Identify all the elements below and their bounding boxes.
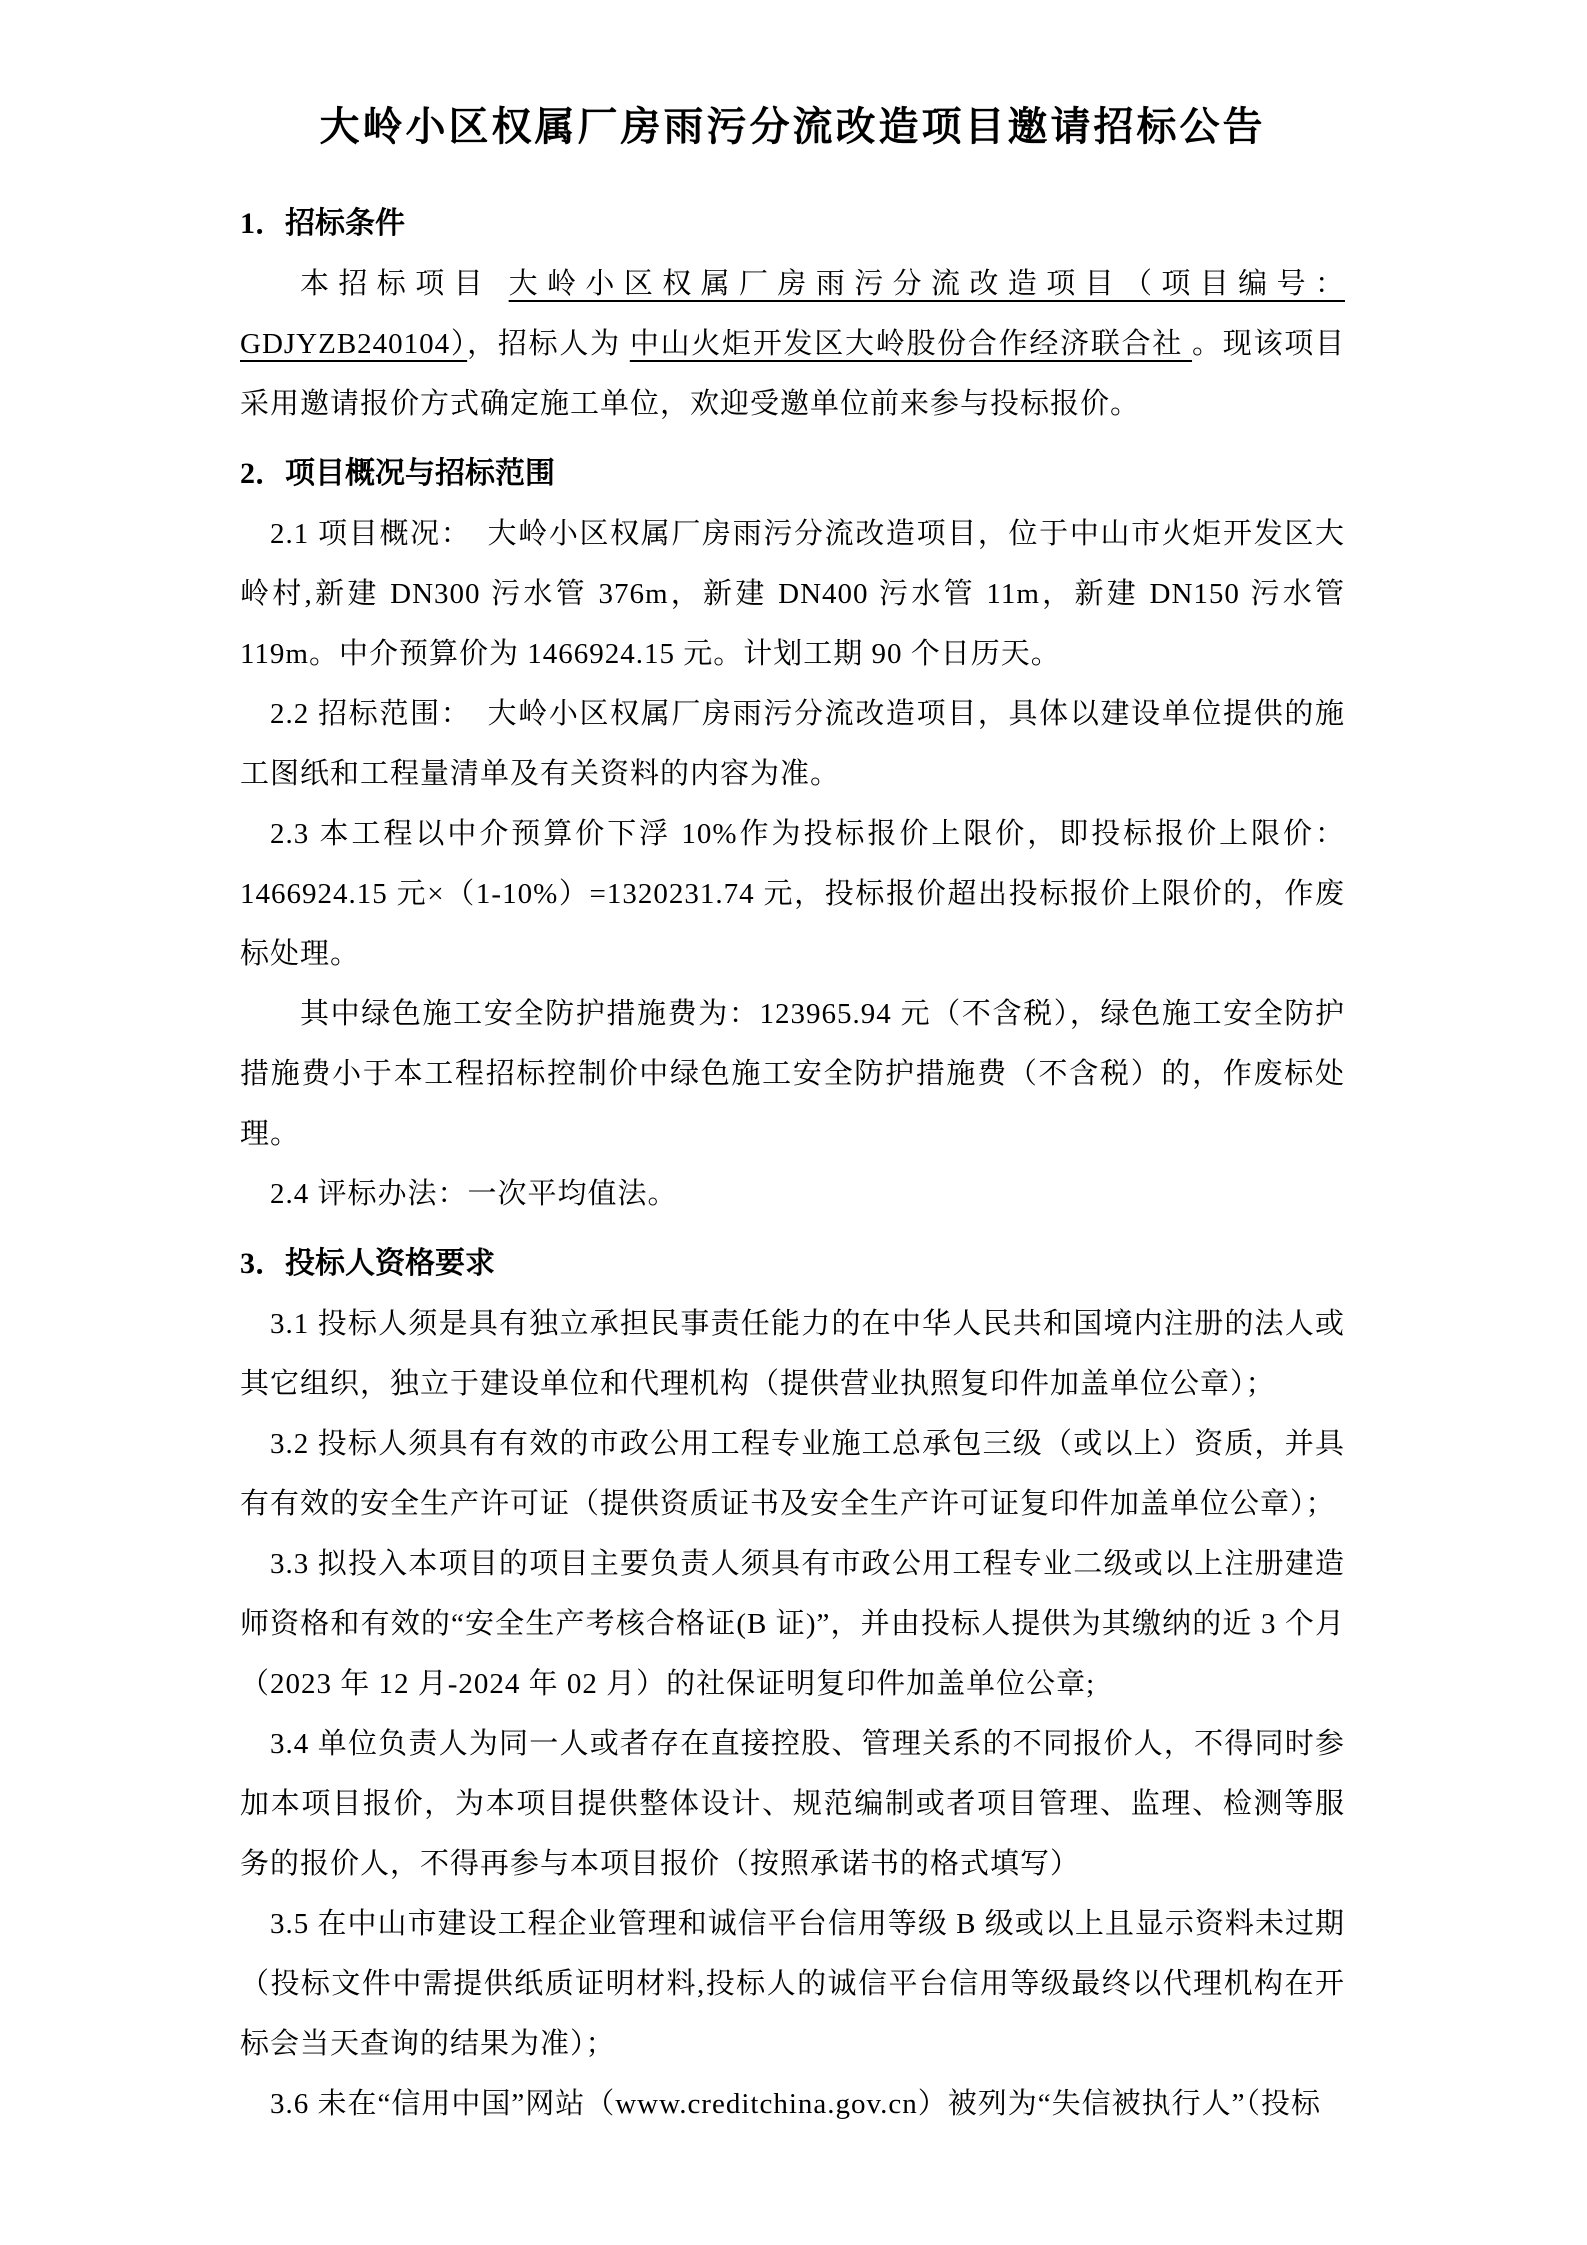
clause-2-2-bidding-scope: 2.2 招标范围： 大岭小区权属厂房雨污分流改造项目，具体以建设单位提供的施工图纸和工程量清单及有关资料的内容为准。 xyxy=(240,698,1345,790)
clause-2-3-price-cap: 2.3 本工程以中介预算价下浮 10%作为投标报价上限价，即投标报价上限价：1466924.15 元×（1-10%）=1320231.74 元，投标报价超出投标报价上限价的，作废标处理。 xyxy=(240,818,1345,970)
clause-3-3-project-manager: 3.3 拟投入本项目的项目主要负责人须具有市政公用工程专业二级或以上注册建造师资格和有效的“安全生产考核合格证(B 证)”，并由投标人提供为其缴纳的近 3 个月（2023 年 12 月-2024 年 02 月）的社保证明复印件加盖单位公章; xyxy=(240,1548,1345,1700)
heading-bidding-conditions: 1．招标条件 xyxy=(240,207,405,240)
clause-2-3-safety-fee-note: 其中绿色施工安全防护措施费为：123965.94 元（不含税），绿色施工安全防护措施费小于本工程招标控制价中绿色施工安全防护措施费（不含税）的，作废标处理。 xyxy=(240,998,1345,1150)
clause-2-1-project-overview: 2.1 项目概况： 大岭小区权属厂房雨污分流改造项目，位于中山市火炬开发区大岭村,新建 DN300 污水管 376m，新建 DN400 污水管 11m，新建 DN150 污水管 119m。中介预算价为 1466924.15 元。计划工期 90 个日历天。 xyxy=(240,518,1345,670)
tenderee-name-underlined: 中山火炬开发区大岭股份合作经济联合社 xyxy=(629,328,1193,360)
section-bidder-qualifications xyxy=(240,1234,1345,2134)
paragraph-bidding-intro xyxy=(240,254,1345,434)
section-project-overview xyxy=(240,444,1345,1224)
intro-text-mid: ，招标人为 xyxy=(467,328,630,360)
clause-3-4-related-parties: 3.4 单位负责人为同一人或者存在直接控股、管理关系的不同报价人，不得同时参加本项目报价，为本项目提供整体设计、规范编制或者项目管理、监理、检测等服务的报价人，不得再参与本项目报价（按照承诺书的格式填写） xyxy=(240,1728,1345,1880)
document-title: 大岭小区权属厂房雨污分流改造项目邀请招标公告 xyxy=(319,104,1266,149)
clause-3-2-qualification-level: 3.2 投标人须具有有效的市政公用工程专业施工总承包三级（或以上）资质，并具有有效的安全生产许可证（提供资质证书及安全生产许可证复印件加盖单位公章）； xyxy=(240,1428,1345,1520)
project-name-underlined: 大岭小区权属厂房雨污分流改造项目（项目编号：GDJYZB240104） xyxy=(240,268,1345,360)
clause-2-4-evaluation-method: 2.4 评标办法：一次平均值法。 xyxy=(270,1178,678,1210)
clause-3-6-credit-china: 3.6 未在“信用中国”网站（www.creditchina.gov.cn）被列为“失信被执行人”（投标 xyxy=(270,2088,1321,2120)
heading-bidder-qualifications: 3．投标人资格要求 xyxy=(240,1247,495,1280)
intro-text-pre: 本招标项目 xyxy=(300,268,509,300)
clause-3-1-legal-entity: 3.1 投标人须是具有独立承担民事责任能力的在中华人民共和国境内注册的法人或其它组织，独立于建设单位和代理机构（提供营业执照复印件加盖单位公章）； xyxy=(240,1308,1345,1400)
intro-text-post: 。现该项目采用邀请报价方式确定施工单位，欢迎受邀单位前来参与投标报价。 xyxy=(240,328,1345,420)
clause-3-5-credit-rating: 3.5 在中山市建设工程企业管理和诚信平台信用等级 B 级或以上且显示资料未过期（投标文件中需提供纸质证明材料,投标人的诚信平台信用等级最终以代理机构在开标会当天查询的结果为准）； xyxy=(240,1908,1345,2060)
heading-project-overview: 2．项目概况与招标范围 xyxy=(240,457,555,490)
section-bidding-conditions xyxy=(240,194,1345,434)
